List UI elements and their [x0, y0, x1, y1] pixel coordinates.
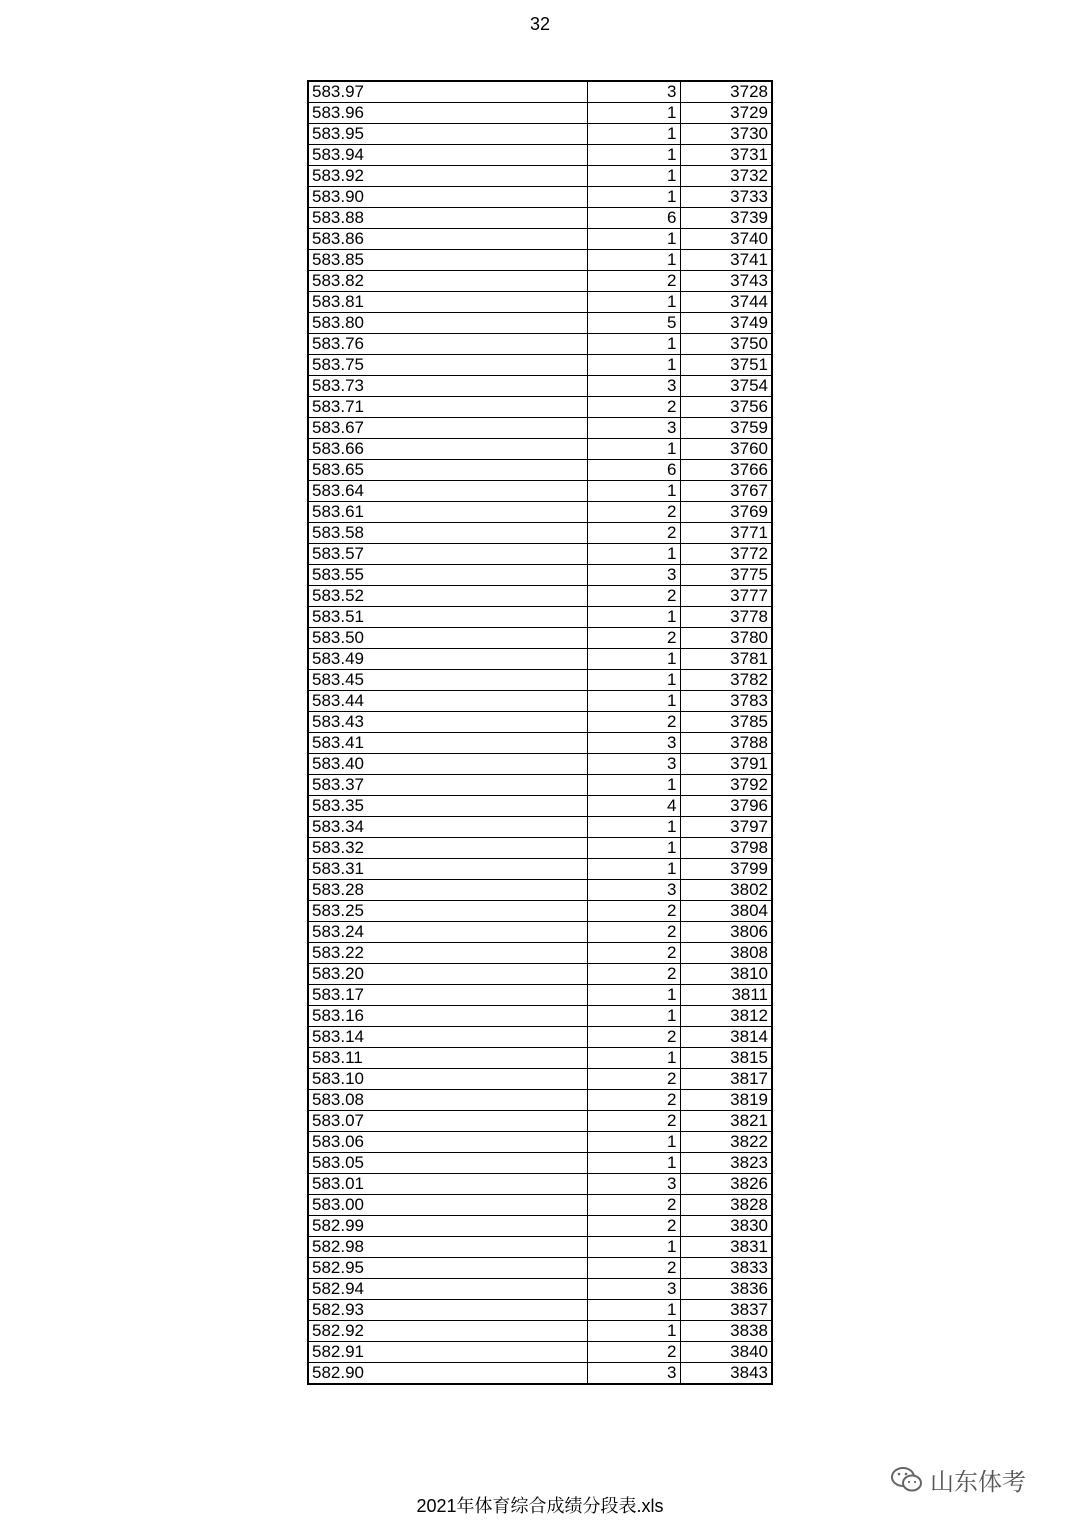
table-row: [308, 985, 772, 1006]
cumulative-cell: 3804: [680, 901, 772, 922]
count-cell: 2: [587, 271, 680, 292]
count-cell: 3: [587, 81, 680, 103]
count-cell: 2: [587, 1111, 680, 1132]
table-row: [308, 1195, 772, 1216]
count-cell: 2: [587, 502, 680, 523]
table-row: [308, 796, 772, 817]
count-cell: 1: [587, 439, 680, 460]
count-cell: 2: [587, 901, 680, 922]
table-row: [308, 355, 772, 376]
table-row: [308, 754, 772, 775]
table-row: [308, 292, 772, 313]
table-row: [308, 838, 772, 859]
table-row: [308, 334, 772, 355]
table-row: [308, 481, 772, 502]
count-cell: 1: [587, 817, 680, 838]
table-row: [308, 166, 772, 187]
cumulative-cell: 3798: [680, 838, 772, 859]
cumulative-cell: 3749: [680, 313, 772, 334]
table-row: [308, 1279, 772, 1300]
cumulative-cell: 3728: [680, 81, 772, 103]
cumulative-cell: 3792: [680, 775, 772, 796]
score-cell: 582.94: [308, 1279, 587, 1300]
cumulative-cell: 3830: [680, 1216, 772, 1237]
cumulative-cell: 3741: [680, 250, 772, 271]
count-cell: 4: [587, 796, 680, 817]
count-cell: 1: [587, 103, 680, 124]
score-cell: 582.92: [308, 1321, 587, 1342]
cumulative-cell: 3730: [680, 124, 772, 145]
count-cell: 1: [587, 1132, 680, 1153]
count-cell: 2: [587, 712, 680, 733]
count-cell: 1: [587, 481, 680, 502]
count-cell: 1: [587, 1300, 680, 1321]
table-row: [308, 1216, 772, 1237]
count-cell: 2: [587, 586, 680, 607]
table-row: [308, 901, 772, 922]
table-row: [308, 229, 772, 250]
cumulative-cell: 3760: [680, 439, 772, 460]
table-row: [308, 502, 772, 523]
cumulative-cell: 3750: [680, 334, 772, 355]
table-row: [308, 1132, 772, 1153]
cumulative-cell: 3751: [680, 355, 772, 376]
table-row: [308, 922, 772, 943]
score-cell: 583.67: [308, 418, 587, 439]
table-row: [308, 1153, 772, 1174]
score-cell: 583.86: [308, 229, 587, 250]
table-row: [308, 964, 772, 985]
cumulative-cell: 3778: [680, 607, 772, 628]
table-row: [308, 397, 772, 418]
table-row: [308, 1090, 772, 1111]
table-row: [308, 418, 772, 439]
table-row: [308, 859, 772, 880]
count-cell: 1: [587, 544, 680, 565]
score-cell: 583.22: [308, 943, 587, 964]
count-cell: 1: [587, 187, 680, 208]
score-cell: 583.08: [308, 1090, 587, 1111]
score-cell: 583.11: [308, 1048, 587, 1069]
table-row: [308, 544, 772, 565]
count-cell: 1: [587, 649, 680, 670]
count-cell: 2: [587, 1027, 680, 1048]
count-cell: 2: [587, 1342, 680, 1363]
cumulative-cell: 3769: [680, 502, 772, 523]
score-cell: 583.40: [308, 754, 587, 775]
cumulative-cell: 3823: [680, 1153, 772, 1174]
count-cell: 1: [587, 859, 680, 880]
table-row: [308, 565, 772, 586]
table-row: [308, 1342, 772, 1363]
count-cell: 2: [587, 1258, 680, 1279]
score-cell: 582.91: [308, 1342, 587, 1363]
score-cell: 583.14: [308, 1027, 587, 1048]
table-row: [308, 1111, 772, 1132]
count-cell: 1: [587, 250, 680, 271]
count-cell: 1: [587, 1048, 680, 1069]
count-cell: 1: [587, 691, 680, 712]
cumulative-cell: 3744: [680, 292, 772, 313]
table-row: [308, 523, 772, 544]
score-cell: 583.25: [308, 901, 587, 922]
count-cell: 1: [587, 1153, 680, 1174]
count-cell: 5: [587, 313, 680, 334]
score-cell: 583.16: [308, 1006, 587, 1027]
cumulative-cell: 3777: [680, 586, 772, 607]
cumulative-cell: 3743: [680, 271, 772, 292]
count-cell: 1: [587, 229, 680, 250]
count-cell: 3: [587, 733, 680, 754]
score-cell: 583.96: [308, 103, 587, 124]
watermark-text: 山东体考: [930, 1468, 1026, 1496]
cumulative-cell: 3817: [680, 1069, 772, 1090]
cumulative-cell: 3837: [680, 1300, 772, 1321]
score-cell: 583.57: [308, 544, 587, 565]
count-cell: 6: [587, 460, 680, 481]
wechat-icon: [890, 1465, 924, 1495]
score-cell: 583.61: [308, 502, 587, 523]
table-row: [308, 1027, 772, 1048]
count-cell: 1: [587, 607, 680, 628]
score-cell: 583.76: [308, 334, 587, 355]
cumulative-cell: 3833: [680, 1258, 772, 1279]
footer-filename: 2021年体育综合成绩分段表.xls: [416, 1496, 664, 1516]
score-cell: 583.24: [308, 922, 587, 943]
cumulative-cell: 3828: [680, 1195, 772, 1216]
cumulative-cell: 3767: [680, 481, 772, 502]
score-cell: 583.82: [308, 271, 587, 292]
cumulative-cell: 3780: [680, 628, 772, 649]
cumulative-cell: 3740: [680, 229, 772, 250]
cumulative-cell: 3731: [680, 145, 772, 166]
cumulative-cell: 3781: [680, 649, 772, 670]
score-cell: 583.51: [308, 607, 587, 628]
score-cell: 582.99: [308, 1216, 587, 1237]
cumulative-cell: 3788: [680, 733, 772, 754]
cumulative-cell: 3754: [680, 376, 772, 397]
score-cell: 583.71: [308, 397, 587, 418]
table-row: [308, 775, 772, 796]
count-cell: 1: [587, 124, 680, 145]
cumulative-cell: 3756: [680, 397, 772, 418]
score-cell: 583.44: [308, 691, 587, 712]
count-cell: 1: [587, 334, 680, 355]
table-row: [308, 187, 772, 208]
table-row: [308, 1321, 772, 1342]
score-cell: 583.52: [308, 586, 587, 607]
cumulative-cell: 3806: [680, 922, 772, 943]
table-row: [308, 145, 772, 166]
count-cell: 2: [587, 523, 680, 544]
count-cell: 3: [587, 880, 680, 901]
count-cell: 1: [587, 166, 680, 187]
table-row: [308, 1069, 772, 1090]
count-cell: 2: [587, 628, 680, 649]
score-cell: 583.07: [308, 1111, 587, 1132]
count-cell: 1: [587, 1006, 680, 1027]
count-cell: 2: [587, 1090, 680, 1111]
cumulative-cell: 3812: [680, 1006, 772, 1027]
cumulative-cell: 3772: [680, 544, 772, 565]
cumulative-cell: 3799: [680, 859, 772, 880]
score-cell: 583.55: [308, 565, 587, 586]
cumulative-cell: 3775: [680, 565, 772, 586]
table-row: [308, 649, 772, 670]
page-number: 32: [529, 14, 551, 34]
cumulative-cell: 3732: [680, 166, 772, 187]
cumulative-cell: 3791: [680, 754, 772, 775]
table-row: [308, 628, 772, 649]
table-row: [308, 250, 772, 271]
cumulative-cell: 3783: [680, 691, 772, 712]
score-cell: 583.43: [308, 712, 587, 733]
cumulative-cell: 3771: [680, 523, 772, 544]
table-row: [308, 376, 772, 397]
table-row: [308, 691, 772, 712]
cumulative-cell: 3785: [680, 712, 772, 733]
table-row: [308, 1048, 772, 1069]
score-distribution-table: [307, 80, 773, 1385]
count-cell: 1: [587, 985, 680, 1006]
score-cell: 583.50: [308, 628, 587, 649]
cumulative-cell: 3729: [680, 103, 772, 124]
score-cell: 583.49: [308, 649, 587, 670]
table-row: [308, 1174, 772, 1195]
count-cell: 1: [587, 1237, 680, 1258]
score-cell: 583.32: [308, 838, 587, 859]
score-cell: 583.64: [308, 481, 587, 502]
cumulative-cell: 3838: [680, 1321, 772, 1342]
score-cell: 583.17: [308, 985, 587, 1006]
cumulative-cell: 3843: [680, 1363, 772, 1385]
score-cell: 583.37: [308, 775, 587, 796]
table-row: [308, 1363, 772, 1385]
count-cell: 6: [587, 208, 680, 229]
count-cell: 2: [587, 964, 680, 985]
score-cell: 583.35: [308, 796, 587, 817]
table-row: [308, 586, 772, 607]
table-row: [308, 460, 772, 481]
table-row: [308, 124, 772, 145]
cumulative-cell: 3831: [680, 1237, 772, 1258]
table-row: [308, 439, 772, 460]
score-cell: 583.95: [308, 124, 587, 145]
cumulative-cell: 3810: [680, 964, 772, 985]
score-cell: 582.90: [308, 1363, 587, 1385]
cumulative-cell: 3819: [680, 1090, 772, 1111]
count-cell: 1: [587, 1321, 680, 1342]
score-cell: 583.92: [308, 166, 587, 187]
count-cell: 2: [587, 922, 680, 943]
table-row: [308, 712, 772, 733]
cumulative-cell: 3739: [680, 208, 772, 229]
score-cell: 583.06: [308, 1132, 587, 1153]
count-cell: 3: [587, 565, 680, 586]
cumulative-cell: 3826: [680, 1174, 772, 1195]
table-row: [308, 81, 772, 103]
count-cell: 3: [587, 376, 680, 397]
cumulative-cell: 3759: [680, 418, 772, 439]
table-row: [308, 1006, 772, 1027]
count-cell: 1: [587, 838, 680, 859]
score-cell: 583.97: [308, 81, 587, 103]
score-cell: 583.58: [308, 523, 587, 544]
score-cell: 582.98: [308, 1237, 587, 1258]
table-row: [308, 1300, 772, 1321]
score-cell: 583.28: [308, 880, 587, 901]
count-cell: 2: [587, 1216, 680, 1237]
score-cell: 583.41: [308, 733, 587, 754]
table-row: [308, 733, 772, 754]
count-cell: 1: [587, 145, 680, 166]
cumulative-cell: 3797: [680, 817, 772, 838]
cumulative-cell: 3782: [680, 670, 772, 691]
count-cell: 1: [587, 355, 680, 376]
score-cell: 583.10: [308, 1069, 587, 1090]
cumulative-cell: 3766: [680, 460, 772, 481]
score-cell: 583.80: [308, 313, 587, 334]
score-cell: 583.05: [308, 1153, 587, 1174]
count-cell: 3: [587, 754, 680, 775]
count-cell: 1: [587, 775, 680, 796]
count-cell: 3: [587, 418, 680, 439]
score-cell: 583.88: [308, 208, 587, 229]
score-cell: 583.90: [308, 187, 587, 208]
cumulative-cell: 3796: [680, 796, 772, 817]
cumulative-cell: 3814: [680, 1027, 772, 1048]
score-cell: 583.66: [308, 439, 587, 460]
table-row: [308, 1258, 772, 1279]
cumulative-cell: 3822: [680, 1132, 772, 1153]
table-row: [308, 103, 772, 124]
cumulative-cell: 3840: [680, 1342, 772, 1363]
count-cell: 3: [587, 1279, 680, 1300]
score-cell: 582.93: [308, 1300, 587, 1321]
table-row: [308, 208, 772, 229]
score-cell: 583.65: [308, 460, 587, 481]
score-cell: 583.85: [308, 250, 587, 271]
count-cell: 2: [587, 1195, 680, 1216]
cumulative-cell: 3836: [680, 1279, 772, 1300]
cumulative-cell: 3821: [680, 1111, 772, 1132]
cumulative-cell: 3811: [680, 985, 772, 1006]
cumulative-cell: 3808: [680, 943, 772, 964]
count-cell: 3: [587, 1174, 680, 1195]
table-row: [308, 607, 772, 628]
table-row: [308, 817, 772, 838]
count-cell: 3: [587, 1363, 680, 1385]
table-row: [308, 313, 772, 334]
score-cell: 583.34: [308, 817, 587, 838]
count-cell: 2: [587, 1069, 680, 1090]
cumulative-cell: 3815: [680, 1048, 772, 1069]
table-row: [308, 943, 772, 964]
count-cell: 2: [587, 397, 680, 418]
count-cell: 2: [587, 943, 680, 964]
table-row: [308, 271, 772, 292]
count-cell: 1: [587, 670, 680, 691]
count-cell: 1: [587, 292, 680, 313]
table-body: [308, 81, 772, 1384]
score-cell: 583.81: [308, 292, 587, 313]
score-cell: 583.20: [308, 964, 587, 985]
score-cell: 583.73: [308, 376, 587, 397]
score-cell: 583.75: [308, 355, 587, 376]
score-cell: 583.45: [308, 670, 587, 691]
table-row: [308, 670, 772, 691]
score-cell: 583.94: [308, 145, 587, 166]
watermark: [890, 1462, 1026, 1497]
score-cell: 583.00: [308, 1195, 587, 1216]
score-cell: 582.95: [308, 1258, 587, 1279]
cumulative-cell: 3733: [680, 187, 772, 208]
cumulative-cell: 3802: [680, 880, 772, 901]
table-row: [308, 880, 772, 901]
score-cell: 583.01: [308, 1174, 587, 1195]
score-cell: 583.31: [308, 859, 587, 880]
table-row: [308, 1237, 772, 1258]
